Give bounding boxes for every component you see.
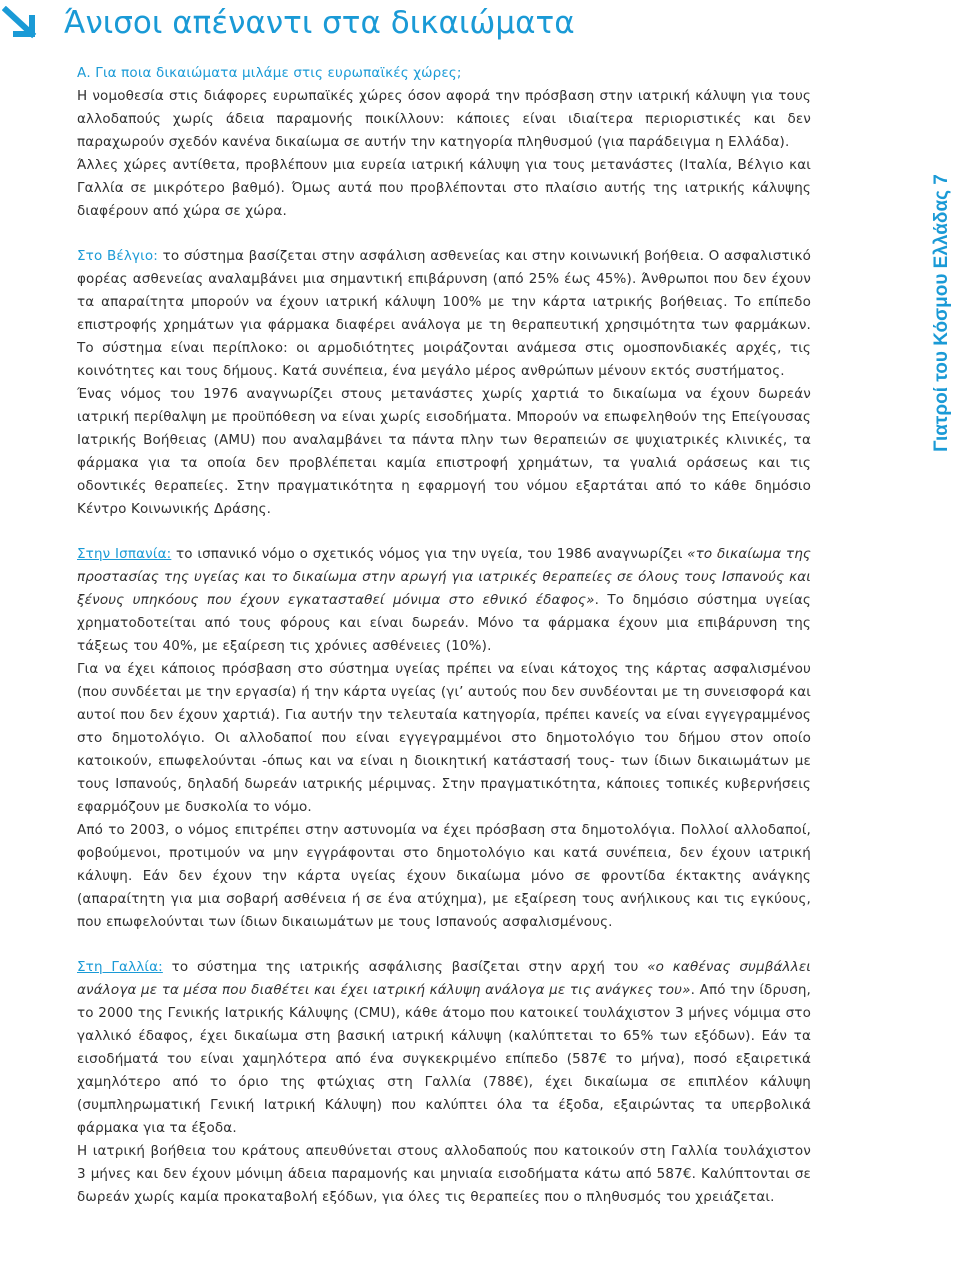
spacer xyxy=(77,934,811,956)
france-text-start: το σύστημα της ιατρικής ασφάλισης βασίζεται στην αρχή του xyxy=(162,959,648,975)
france-paragraph-2: Η ιατρική βοήθεια του κράτους απευθύνεται στους αλλοδαπούς που κατοικούν στη Γαλλία τουλάχιστον 3 μήνες και δεν έχουν μόνιμη άδεια παραμονής και μηνιαία εισοδήματα κάτω από 587€. Καλύπτονται σε δωρεάν χωρίς καμία προκαταβολή εξόδων, για όλες τις θεραπείες που ο πληθυσμός του χρειάζεται. xyxy=(77,1143,811,1205)
france-text-end: . Από την ίδρυση, το 2000 της Γενικής Ιατρικής Κάλυψης (CMU), κάθε άτομο που κατοικεί τουλάχιστον 3 μήνες νόμιμα στο γαλλικό έδαφος, έχει δικαίωμα στη βασική ιατρική κάλυψη (καλύπτεται το 65% των εξόδων). Εάν τα εισοδήματά του είναι χαμηλότερα από ένα συγκεκριμένο επίπεδο (587€ το μήνα), ποσό εξαιρετικά χαμηλότερο από το όριο της φτώχιας στη Γαλλία (788€), έχει δικαίωμα σε επιπλέον κάλυψη (συμπληρωματική Γενική Ιατρική Κάλυψη) που καλύπτει όλα τα έξοδα, εξαιρώντας τα υπερβολικά φάρμακα για τα έξοδα. xyxy=(77,982,811,1136)
spain-text-start: το ισπανικό νόμο ο σχετικός νόμος για την υγεία, του 1986 αναγνωρίζει xyxy=(171,546,688,562)
intro-paragraph-2: Άλλες χώρες αντίθετα, προβλέπουν μια ευρεία ιατρική κάλυψη για τους μετανάστες (Ιταλία, Βέλγιο και Γαλλία σε μικρότερο βαθμό). Όμως αυτά που προβλέπονται στο πλαίσιο αυτής της ιατρικής κάλυψης διαφέρουν από χώρα σε χώρα. xyxy=(77,157,811,219)
spain-quote: «το δικαίωμα της προστασίας της υγείας και το δικαίωμα στην αρωγή για ιατρικές θεραπείες σε όλους τους Ισπανούς και ξένους υπηκόους που έχουν εγκατασταθεί μόνιμα στο εθνικό έδαφος» xyxy=(77,546,811,608)
spain-label: Στην Ισπανία: xyxy=(77,546,172,562)
belgium-label: Στο Βέλγιο: xyxy=(77,248,158,264)
france-paragraph-1 xyxy=(77,956,811,1140)
arrow-down-right-icon xyxy=(2,6,38,40)
intro-paragraph-1: Η νομοθεσία στις διάφορες ευρωπαϊκές χώρες όσον αφορά την πρόσβαση στην ιατρική κάλυψη για τους αλλοδαπούς χωρίς άδεια παραμονής ποικίλλουν: κάποιες είναι ιδιαίτερα περιοριστικές και δεν παραχωρούν σχεδόν κανένα δικαίωμα σε αυτήν την κατηγορία πληθυσμού (για παράδειγμα η Ελλάδα). xyxy=(77,88,811,150)
spacer xyxy=(77,521,811,543)
document-body xyxy=(77,62,811,1209)
spain-text-end: . Το δημόσιο σύστημα υγείας χρηματοδοτείται από τους φόρους και είναι δωρεάν. Μόνο τα φάρμακα έχουν μια επιβάρυνση της τάξεως του 40%, με εξαίρεση τις χρόνιες ασθένειες (10%). xyxy=(77,592,811,654)
belgium-paragraph-1 xyxy=(77,245,811,383)
belgium-paragraph-2: Ένας νόμος του 1976 αναγνωρίζει στους μετανάστες χωρίς χαρτιά το δικαίωμα να έχουν δωρεάν ιατρική περίθαλψη με προϋπόθεση να είναι χωρίς εισοδήματα. Μπορούν να επωφεληθούν της Επείγουσας Ιατρικής Βοήθειας (AMU) που αναλαμβάνει τα πάντα πλην των θεραπειών σε ψυχιατρικές κλινικές, τα φάρμακα για τα οποία δεν προβλέπεται καμία επιστροφή χρημάτων, τα γυαλιά οράσεως και τις οδοντικές θεραπείες. Στην πραγματικότητα η εφαρμογή του νόμου εξαρτάται από το κάθε δημόσιο Κέντρο Κοινωνικής Δράσης. xyxy=(77,386,811,517)
page-title: Άνισοι απέναντι στα δικαιώματα xyxy=(64,5,575,41)
france-label: Στη Γαλλία: xyxy=(77,959,163,975)
spacer xyxy=(77,223,811,245)
side-label-text: Γιατροί του Κόσμου Ελλάδας 7 xyxy=(931,174,952,452)
france-quote: «ο καθένας συμβάλλει ανάλογα με τα μέσα που διαθέτει και έχει ιατρική κάλυψη ανάλογα με τις ανάγκες του» xyxy=(77,959,812,998)
spain-paragraph-1 xyxy=(77,543,811,658)
side-label xyxy=(928,176,956,450)
spain-paragraph-2: Για να έχει κάποιος πρόσβαση στο σύστημα υγείας πρέπει να είναι κάτοχος της κάρτας ασφαλισμένου (που συνδέεται με την εργασία) ή την κάρτα υγείας (γι’ αυτούς που δεν συνδέονται με τη συνεισφορά και αυτοί που δεν έχουν χαρτιά). Για αυτήν την τελευταία κατηγορία, πρέπει κανείς να είναι εγγεγραμμένος στο δημοτολόγιο. Οι αλλοδαποί που είναι εγγεγραμμένοι στο δημοτολόγιο του δήμου στον οποίο κατοικούν, επωφελούνται -όπως και να είναι η διοικητική κατάστασή τους- των ίδιων δικαιωμάτων με τους Ισπανούς, δηλαδή δωρεάν ιατρικής μέριμνας. Στην πραγματικότητα, κάποιες τοπικές κυβερνήσεις εφαρμόζουν με δυσκολία το νόμο. xyxy=(77,661,811,815)
belgium-text-1: το σύστημα βασίζεται στην ασφάλιση ασθενείας και στην κοινωνική βοήθεια. Ο ασφαλιστικό φορέας ασθενείας αναλαμβάνει μια σημαντική επιβάρυνση (από 25% έως 45%). Άνθρωποι που δεν έχουν τα απαραίτητα μπορούν να έχουν ιατρική κάλυψη 100% με την κάρτα ιατρικής βοήθειας. Το επίπεδο επιστροφής χρημάτων για φάρμακα διαφέρει ανάλογα με τη θεραπευτική χρησιμότητα των φαρμάκων. Το σύστημα είναι περίπλοκο: οι αρμοδιότητες μοιράζονται ανάμεσα στις ομοσπονδιακές αρχές, τις κοινότητες και τους δήμους. Κατά συνέπεια, ένα μεγάλο μέρος ανθρώπων μένουν εκτός συστήματος. xyxy=(77,248,811,379)
section-heading-a: Α. Για ποια δικαιώματα μιλάμε στις ευρωπαϊκές χώρες; xyxy=(77,65,462,81)
spain-paragraph-3: Από το 2003, ο νόμος επιτρέπει στην αστυνομία να έχει πρόσβαση στα δημοτολόγια. Πολλοί αλλοδαποί, φοβούμενοι, προτιμούν να μην εγγράφονται στο δημοτολόγιο και κατά συνέπεια, δεν έχουν ιατρική κάλυψη. Εάν δεν έχουν την κάρτα υγείας έχουν δικαίωμα μόνο σε φροντίδα έκτακτης ανάγκης (απαραίτητη για μια σοβαρή ασθένεια ή σε ένα ατύχημα), με εξαίρεση τους ανήλικους και τις εγκύους, που επωφελούνται των ίδιων δικαιωμάτων με τους Ισπανούς ασφαλισμένους. xyxy=(77,822,811,930)
